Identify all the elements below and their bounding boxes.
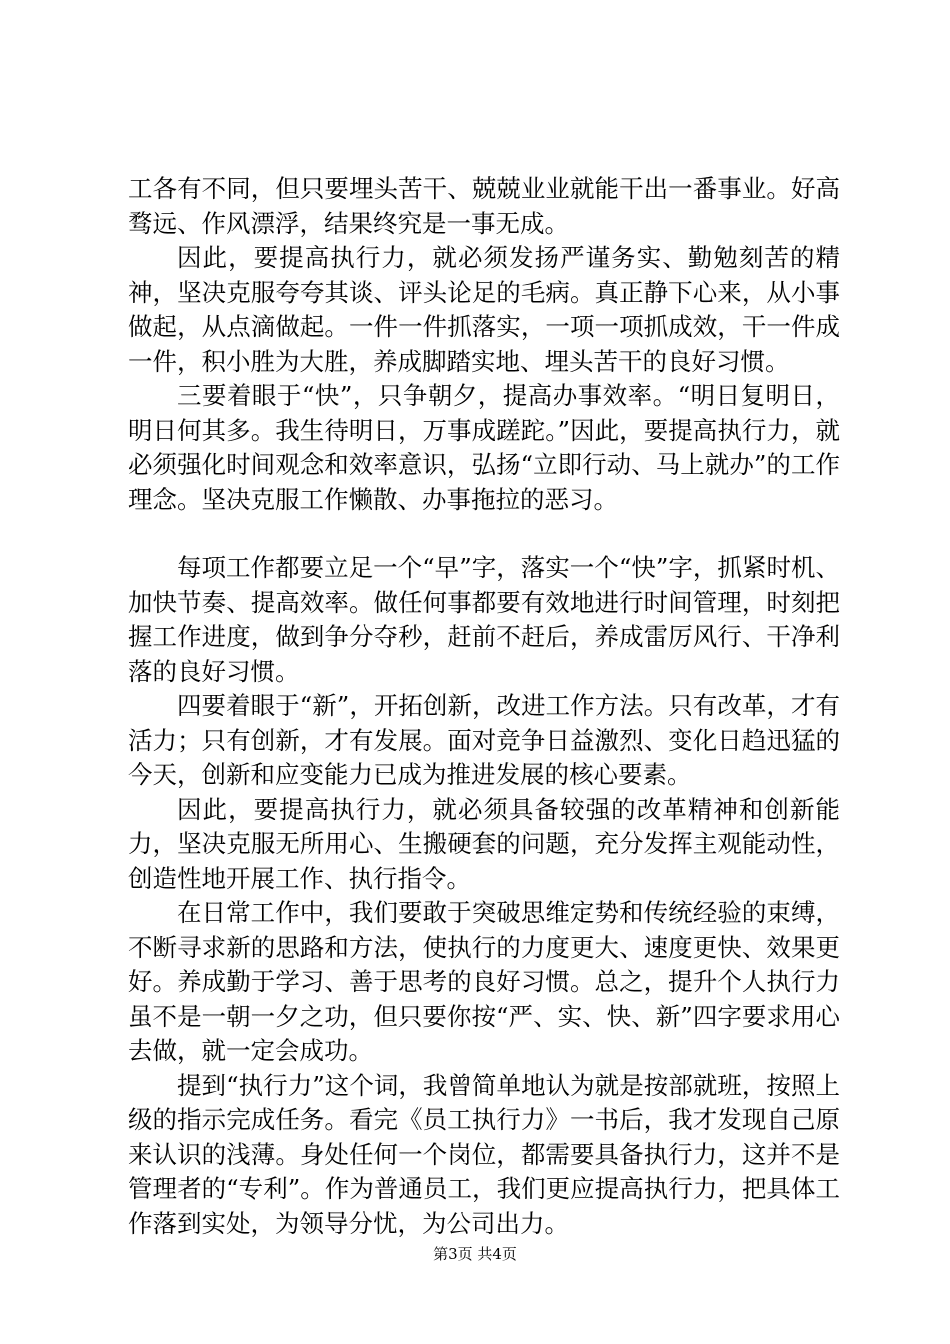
page-number-footer: 第3页 共4页 [433, 1245, 517, 1263]
paragraph-8: 提到“执行力”这个词，我曾简单地认为就是按部就班，按照上级的指示完成任务。看完《员工执行力》一书后，我才发现自己原来认识的浅薄。身处任何一个岗位，都需要具备执行力，这并不是管理者的“专利”。作为普通员工，我们更应提高执行力，把具体工作落到实处，为领导分忧，为公司出力。 [128, 1070, 840, 1238]
paragraph-7: 在日常工作中，我们要敢于突破思维定势和传统经验的束缚，不断寻求新的思路和方法，使执行的力度更大、速度更快、效果更好。养成勤于学习、善于思考的良好习惯。总之，提升个人执行力虽不是一朝一夕之功，但只要你按“严、实、快、新”四字要求用心去做，就一定会成功。 [128, 898, 840, 1065]
paragraph-2: 因此，要提高执行力，就必须发扬严谨务实、勤勉刻苦的精神，坚决克服夸夸其谈、评头论足的毛病。真正静下心来，从小事做起，从点滴做起。一件一件抓落实，一项一项抓成效，干一件成一件，积小胜为大胜，养成脚踏实地、埋头苦干的良好习惯。 [128, 243, 840, 376]
paragraph-5: 四要着眼于“新”，开拓创新，改进工作方法。只有改革，才有活力；只有创新，才有发展。面对竞争日益激烈、变化日趋迅猛的今天，创新和应变能力已成为推进发展的核心要素。 [128, 691, 840, 789]
paragraph-4: 每项工作都要立足一个“早”字，落实一个“快”字，抓紧时机、加快节奏、提高效率。做任何事都要有效地进行时间管理，时刻把握工作进度，做到争分夺秒，赶前不赶后，养成雷厉风行、干净利落的良好习惯。 [128, 553, 840, 686]
document-body [128, 172, 840, 1241]
paragraph-6: 因此，要提高执行力，就必须具备较强的改革精神和创新能力，坚决克服无所用心、生搬硬套的问题，充分发挥主观能动性，创造性地开展工作、执行指令。 [128, 794, 840, 893]
paragraph-1: 工各有不同，但只要埋头苦干、兢兢业业就能干出一番事业。好高骛远、作风漂浮，结果终究是一事无成。 [128, 174, 840, 238]
paragraph-3: 三要着眼于“快”，只争朝夕，提高办事效率。“明日复明日，明日何其多。我生待明日，万事成蹉跎。”因此，要提高执行力，就必须强化时间观念和效率意识，弘扬“立即行动、马上就办”的工作理念。坚决克服工作懒散、办事拖拉的恶习。 [128, 381, 840, 514]
